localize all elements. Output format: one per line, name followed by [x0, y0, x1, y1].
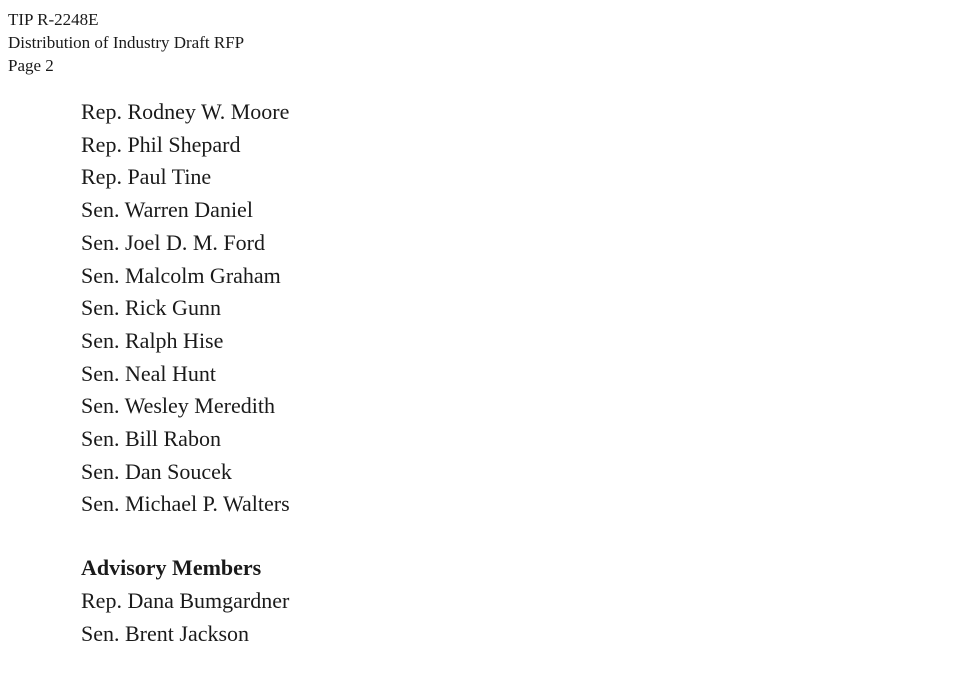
list-item: Sen. Michael P. Walters: [81, 491, 290, 517]
list-item: Sen. Bill Rabon: [81, 426, 221, 452]
page-number: Page 2: [8, 56, 54, 75]
advisory-members-list: [81, 585, 289, 650]
list-item: Sen. Dan Soucek: [81, 458, 232, 484]
list-item: Sen. Joel D. M. Ford: [81, 229, 265, 255]
document-title: Distribution of Industry Draft RFP: [8, 33, 245, 52]
list-item: Sen. Brent Jackson: [81, 620, 250, 646]
list-item: Sen. Ralph Hise: [81, 327, 224, 353]
list-item: Sen. Rick Gunn: [81, 295, 221, 321]
list-item: Rep. Paul Tine: [81, 164, 212, 190]
list-item: Sen. Malcolm Graham: [81, 262, 281, 288]
document-id: TIP R-2248E: [8, 10, 99, 29]
list-item: Rep. Phil Shepard: [81, 131, 241, 157]
list-item: Sen. Neal Hunt: [81, 360, 217, 386]
page-header: [8, 8, 244, 77]
list-item: Sen. Warren Daniel: [81, 197, 253, 223]
advisory-members-heading: Advisory Members: [81, 555, 262, 580]
list-item: Rep. Dana Bumgardner: [81, 588, 290, 613]
distribution-list: [81, 96, 290, 521]
list-item: Rep. Rodney W. Moore: [81, 99, 290, 124]
list-item: Sen. Wesley Meredith: [81, 393, 275, 419]
